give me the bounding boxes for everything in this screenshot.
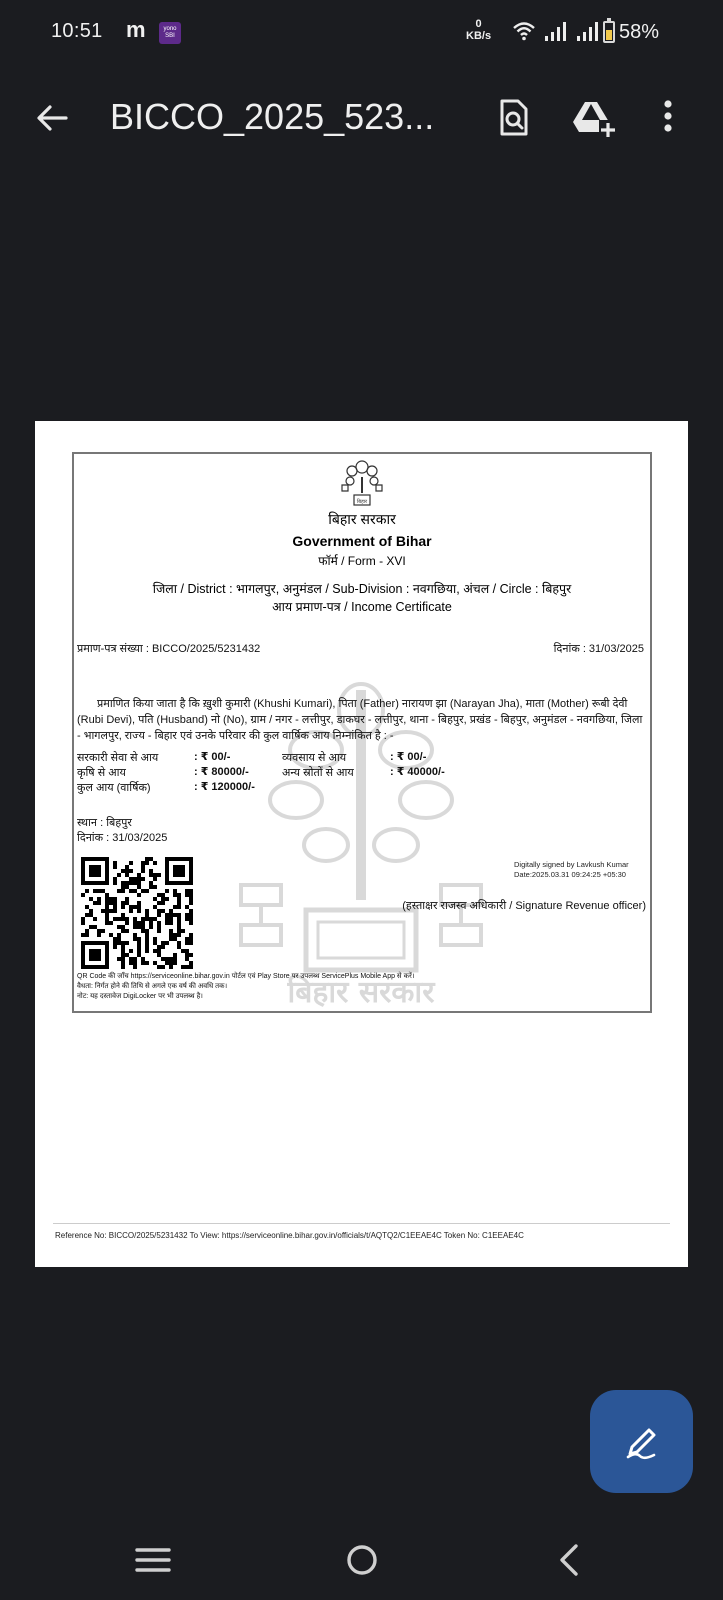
government-english-heading: Government of Bihar: [292, 533, 432, 549]
battery-percent: 58%: [619, 21, 660, 43]
other-income-value: : ₹ 40000/-: [390, 766, 445, 778]
certificate-number: प्रमाण-पत्र संख्या : BICCO/2025/5231432: [77, 643, 261, 655]
govt-service-income-label: सरकारी सेवा से आय: [77, 752, 159, 764]
clock: 10:51: [51, 20, 103, 42]
government-hindi-heading: बिहार सरकार: [328, 511, 396, 527]
signal-sim2-icon: [577, 22, 599, 42]
yono-sbi-notification-icon: yono SBI: [159, 22, 181, 44]
income-certificate: [72, 452, 652, 1013]
battery-level: [606, 30, 612, 40]
back-arrow-icon: [32, 98, 72, 138]
recents-icon: [123, 1534, 183, 1586]
signature-label: (हस्ताक्षर राजस्व अधिकारी / Signature Revenue officer): [402, 900, 646, 912]
app-bar: [0, 80, 723, 156]
edit-fab-button[interactable]: [590, 1390, 693, 1493]
district-line: जिला / District : भागलपुर, अनुमंडल / Sub-Division : नवगछिया, अंचल / Circle : बिहपुर: [152, 582, 572, 596]
recents-button[interactable]: [123, 1534, 183, 1586]
more-options-button[interactable]: [650, 96, 686, 140]
total-income-label: कुल आय (वार्षिक): [77, 782, 151, 794]
add-to-drive-button[interactable]: [571, 96, 615, 140]
system-nav-bar: [0, 1520, 723, 1600]
agri-income-label: कृषि से आय: [77, 767, 126, 779]
issue-date: दिनांक : 31/03/2025: [553, 643, 644, 655]
signal-sim1-icon: [545, 22, 567, 42]
network-speed: 0 KB/s: [466, 18, 492, 42]
battery-icon: [603, 21, 615, 43]
back-button[interactable]: [32, 98, 72, 138]
home-button[interactable]: [332, 1534, 392, 1586]
document-title: BICCO_2025_523...: [110, 96, 435, 137]
form-number: फॉर्म / Form - XVI: [318, 554, 406, 568]
nav-back-button[interactable]: [540, 1534, 600, 1586]
business-income-label: व्यवसाय से आय: [282, 752, 347, 764]
home-icon: [332, 1534, 392, 1586]
more-vert-icon: [650, 96, 686, 140]
document-search-icon: [492, 96, 536, 140]
m-notification-icon: m: [126, 17, 146, 42]
qr-code-icon: [81, 857, 193, 969]
status-bar: [0, 0, 723, 66]
back-icon: [540, 1534, 600, 1586]
total-income-value: : ₹ 120000/-: [194, 781, 255, 793]
other-income-label: अन्य स्रोतों से आय: [282, 767, 354, 779]
qr-note: QR Code की जाँच https://serviceonline.bihar.gov.in पोर्टल एवं Play Store पर उपलब्ध ServicePlus Mobile App से करें।: [77, 973, 415, 980]
add-to-drive-icon: [571, 96, 617, 140]
footer-reference: Reference No: BICCO/2025/5231432 To View: https://serviceonline.bihar.gov.in/officials/t/AQTQ2/C1EEAE4C Token No: C1EEAE4C: [55, 1231, 524, 1240]
validity-note: वैधता: निर्गत होने की तिथि से अगले एक वर्ष की अवधि तक।: [77, 983, 228, 990]
digilocker-note: नोट: यह दस्तावेज DigiLocker पर भी उपलब्ध है।: [77, 993, 203, 1000]
date-bottom: दिनांक : 31/03/2025: [77, 832, 168, 844]
govt-service-income-value: : ₹ 00/-: [194, 751, 231, 763]
bihar-emblem-icon: [336, 457, 388, 509]
wifi-icon: [512, 21, 536, 41]
certificate-body: प्रमाणित किया जाता है कि ख़ुशी कुमारी (Khushi Kumari), पिता (Father) नारायण झा (Narayan Jha), माता (Mother) रूबी देवी (Rubi Devi), पति (Husband) नो (No), ग्राम / नगर - लत्तीपुर, डाकघर - लत्तीपुर, थाना - बिहपुर, प्रखंड - बिहपुर, अनुमंडल - नवगछिया, जिला - भागलपुर, राज्य - बिहार एवं उनके परिवार की कुल वार्षिक आय निम्नांकित है : -: [77, 698, 643, 742]
search-in-document-button[interactable]: [492, 96, 536, 140]
business-income-value: : ₹ 00/-: [390, 751, 427, 763]
certificate-type: आय प्रमाण-पत्र / Income Certificate: [272, 600, 452, 614]
edit-pen-icon: [622, 1422, 662, 1462]
footer-divider: [53, 1223, 670, 1224]
svg-text:बिहार: बिहार: [356, 499, 368, 505]
agri-income-value: : ₹ 80000/-: [194, 766, 249, 778]
svg-text:बिहार सरकार: बिहार सरकार: [287, 975, 435, 1010]
digital-signature: Digitally signed by Lavkush Kumar Date:2025.03.31 09:24:25 +05:30: [514, 860, 629, 879]
pdf-page[interactable]: [35, 421, 688, 1267]
place: स्थान : बिहपुर: [77, 817, 132, 829]
